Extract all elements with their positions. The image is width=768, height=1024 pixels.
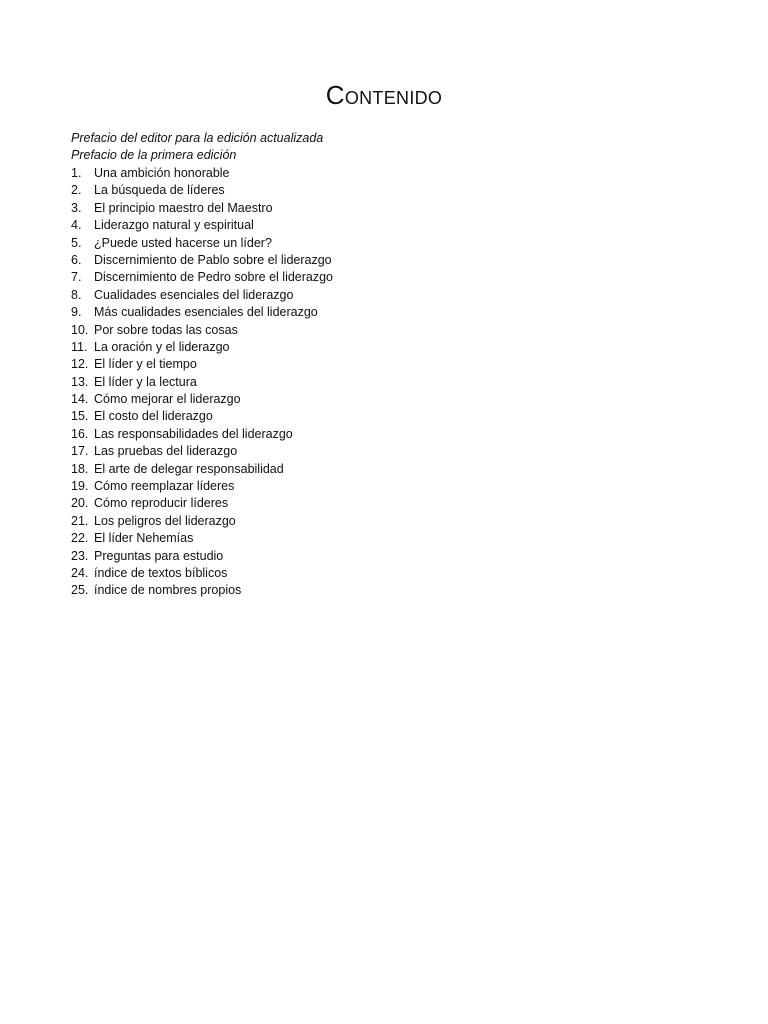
toc-number: 16. — [71, 426, 89, 441]
toc-number: 18. — [71, 461, 89, 476]
preface-item: Prefacio del editor para la edición actualizada — [71, 131, 324, 145]
toc-number: 15. — [71, 409, 89, 424]
toc-item — [71, 339, 333, 356]
toc-number: 3. — [71, 200, 82, 215]
toc-number: 9. — [71, 305, 82, 320]
page-title: Contenido — [325, 80, 443, 110]
toc-item — [71, 565, 333, 582]
toc-item — [71, 548, 333, 565]
toc-item — [71, 426, 333, 443]
toc-label: El principio maestro del Maestro — [94, 200, 273, 215]
toc-item — [71, 582, 333, 599]
toc-item — [71, 182, 333, 199]
toc-label: El arte de delegar responsabilidad — [94, 461, 284, 476]
toc-label: El líder Nehemías — [94, 531, 194, 546]
toc-number: 21. — [71, 513, 89, 528]
toc-number: 5. — [71, 235, 82, 250]
toc-label: Cómo mejorar el liderazgo — [94, 392, 241, 407]
toc-number: 6. — [71, 252, 82, 267]
toc-item — [71, 200, 333, 217]
toc-number: 13. — [71, 374, 89, 389]
toc-label: Liderazgo natural y espiritual — [94, 218, 254, 233]
toc-number: 8. — [71, 287, 82, 302]
toc-number: 25. — [71, 583, 89, 598]
toc-label: La búsqueda de líderes — [94, 183, 225, 198]
toc-label: Los peligros del liderazgo — [94, 513, 236, 528]
toc-item — [71, 408, 333, 425]
toc-label: Cualidades esenciales del liderazgo — [94, 287, 294, 302]
toc-number: 4. — [71, 218, 82, 233]
toc-number: 1. — [71, 166, 82, 180]
toc-label: Preguntas para estudio — [94, 548, 224, 563]
toc-item — [71, 252, 333, 269]
toc-item — [71, 356, 333, 373]
toc-label: Las responsabilidades del liderazgo — [94, 426, 293, 441]
toc-number: 24. — [71, 565, 89, 580]
toc-number: 14. — [71, 392, 89, 407]
toc-label: ¿Puede usted hacerse un líder? — [94, 235, 272, 250]
toc-label: Discernimiento de Pablo sobre el liderazgo — [94, 252, 332, 267]
toc-label: índice de nombres propios — [94, 583, 242, 598]
toc-label: Más cualidades esenciales del liderazgo — [94, 305, 318, 320]
toc-item — [71, 443, 333, 460]
toc-label: El líder y el tiempo — [94, 357, 197, 372]
preface-item: Prefacio de la primera edición — [71, 148, 237, 163]
toc-number: 7. — [71, 270, 82, 285]
toc-item — [71, 322, 333, 339]
toc-item — [71, 513, 333, 530]
toc-number: 2. — [71, 183, 82, 198]
toc-item — [71, 478, 333, 495]
toc-item — [71, 269, 333, 286]
toc-number: 19. — [71, 479, 89, 494]
toc-number: 20. — [71, 496, 89, 511]
toc-item — [71, 374, 333, 391]
toc-label: El costo del liderazgo — [94, 409, 213, 424]
toc-item — [71, 461, 333, 478]
toc-number: 12. — [71, 357, 89, 372]
toc-item — [71, 495, 333, 512]
toc-list — [71, 165, 333, 600]
toc-item — [71, 391, 333, 408]
toc-label: Cómo reproducir líderes — [94, 496, 229, 511]
toc-item — [71, 287, 333, 304]
preface-list — [71, 130, 323, 165]
toc-label: El líder y la lectura — [94, 374, 197, 389]
toc-number: 22. — [71, 531, 89, 546]
toc-item — [71, 235, 333, 252]
toc-item — [71, 304, 333, 321]
toc-item — [71, 530, 333, 547]
toc-number: 17. — [71, 444, 89, 459]
toc-label: índice de textos bíblicos — [94, 565, 228, 580]
toc-label: Discernimiento de Pedro sobre el liderazgo — [94, 270, 334, 285]
toc-label: Una ambición honorable — [94, 166, 230, 180]
toc-label: Las pruebas del liderazgo — [94, 444, 238, 459]
toc-number: 10. — [71, 322, 89, 337]
toc-number: 23. — [71, 548, 89, 563]
toc-label: Por sobre todas las cosas — [94, 322, 238, 337]
toc-label: La oración y el liderazgo — [94, 339, 230, 354]
toc-number: 11. — [71, 339, 88, 354]
toc-item — [71, 217, 333, 234]
toc-item — [71, 165, 333, 182]
toc-label: Cómo reemplazar líderes — [94, 479, 235, 494]
